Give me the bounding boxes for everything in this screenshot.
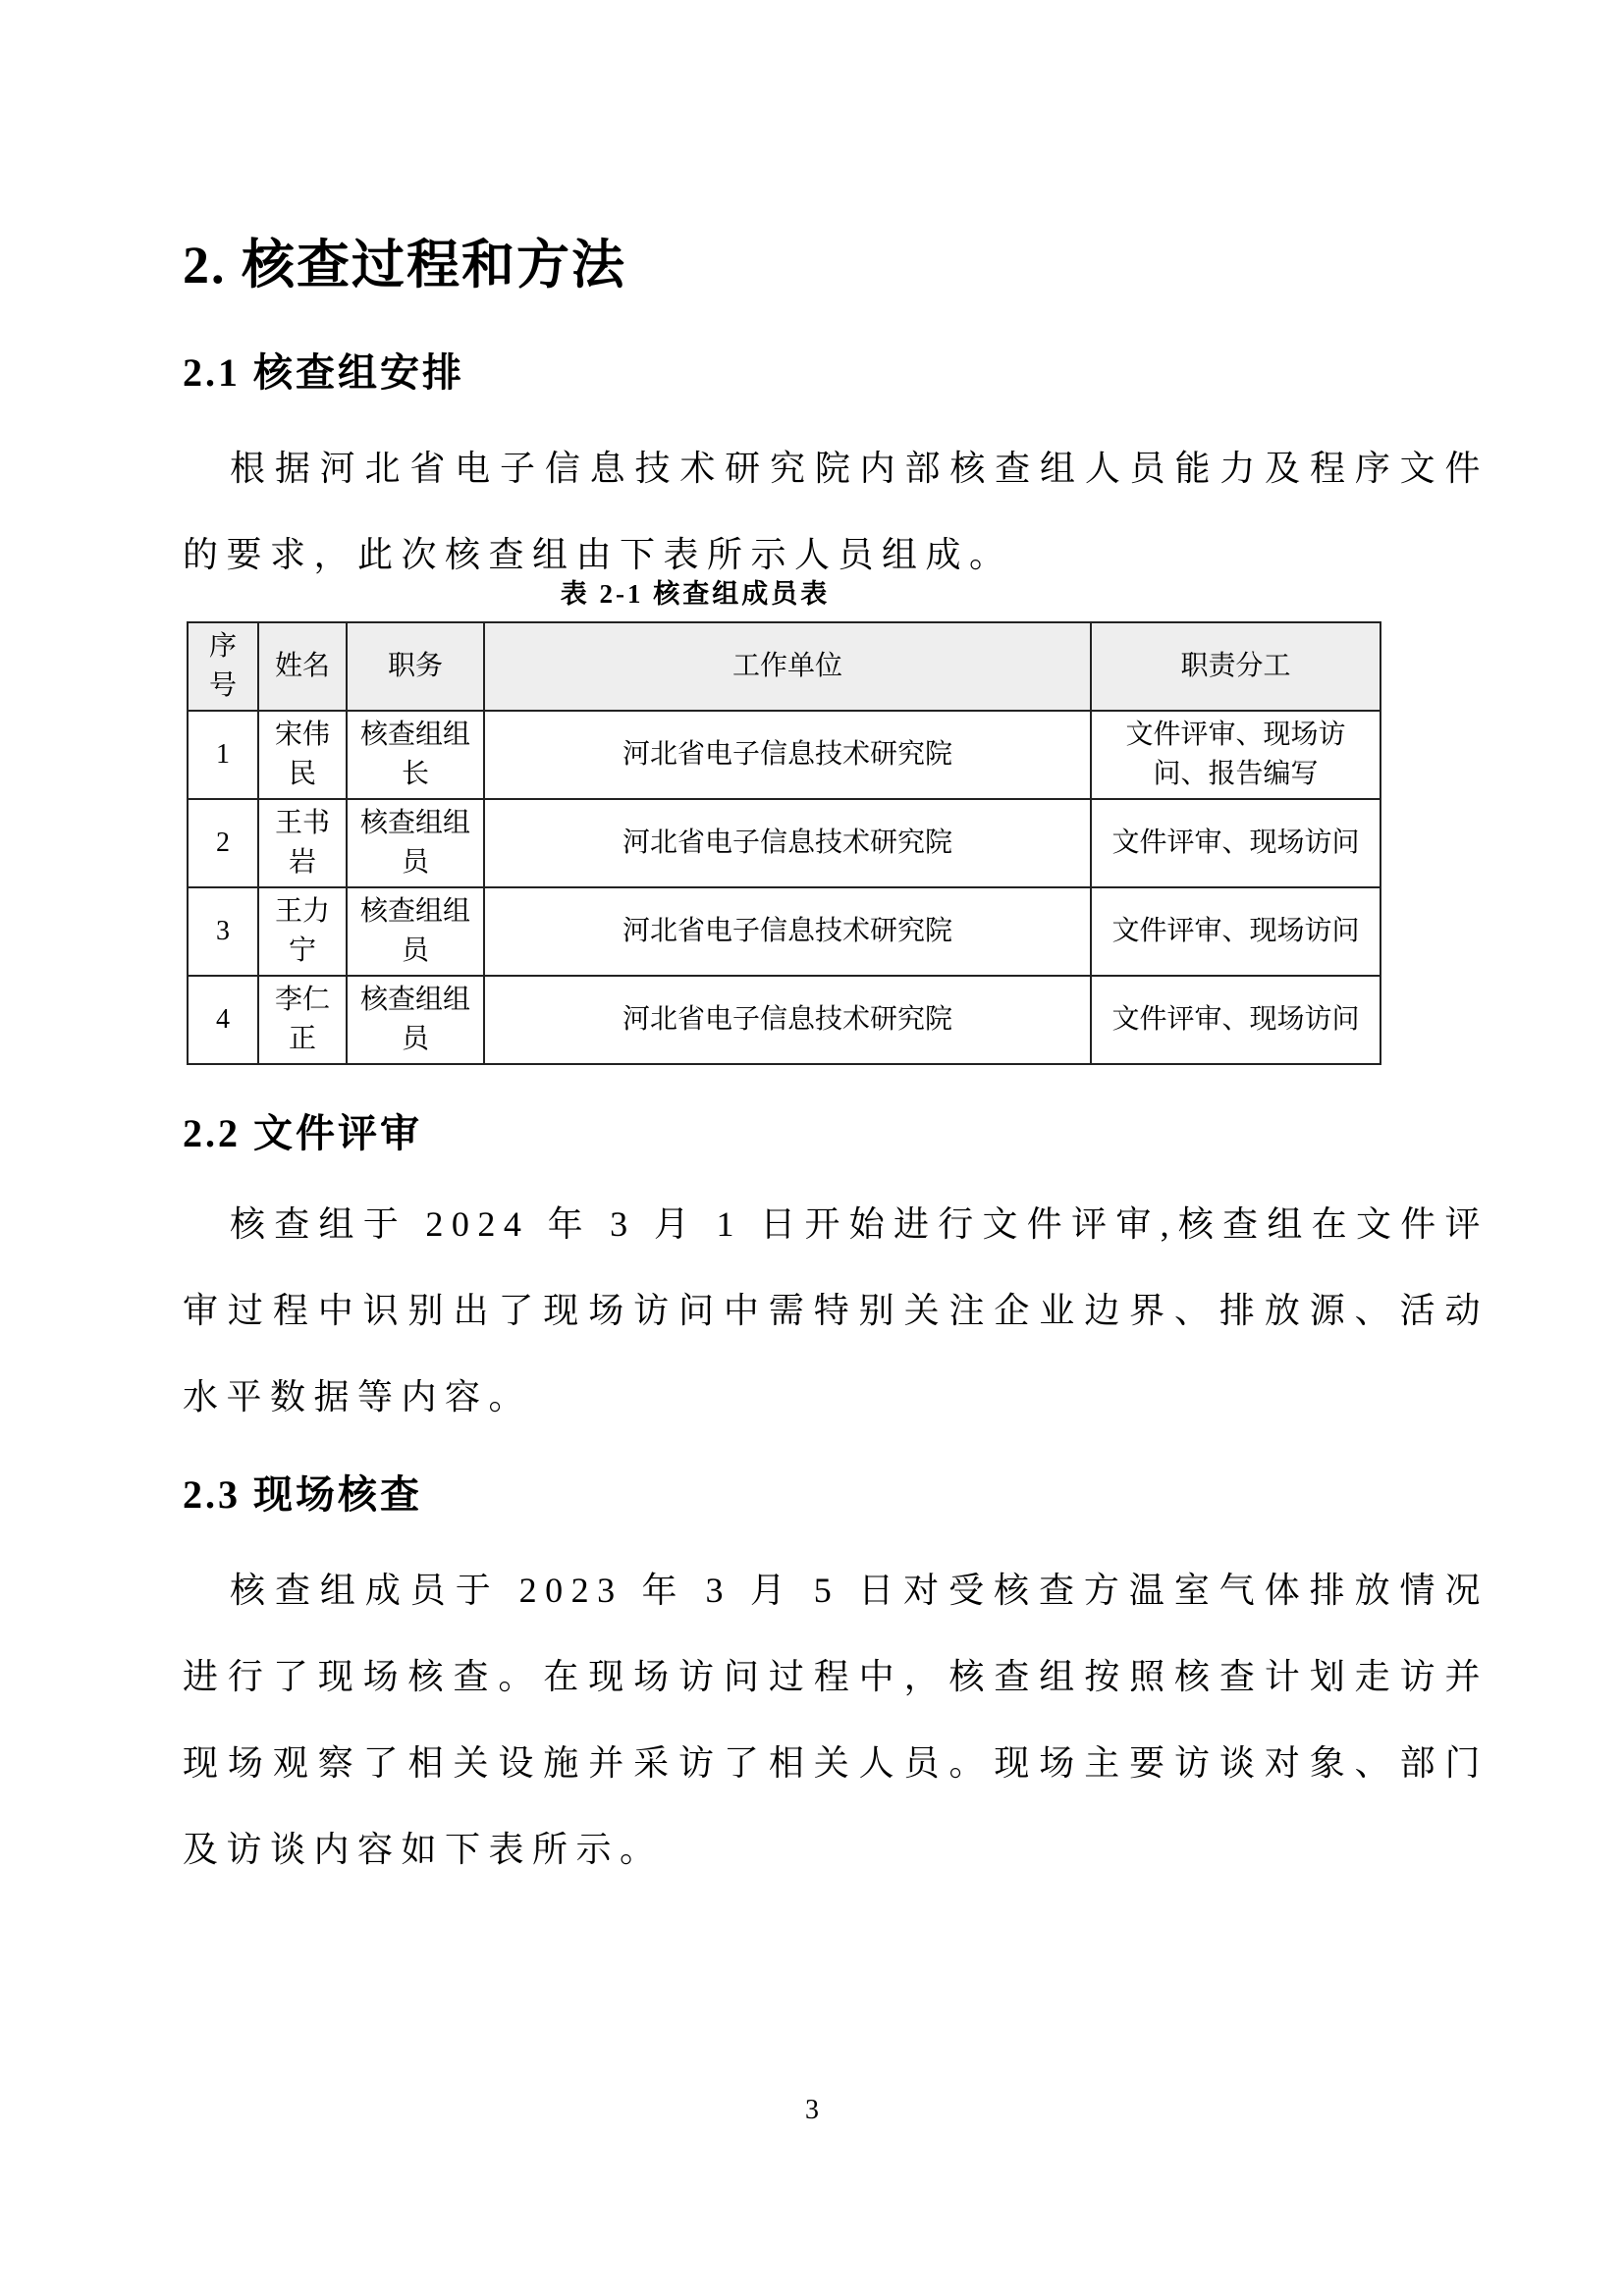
cell-duty: 文件评审、现场访问 <box>1091 887 1380 976</box>
section-paragraph-2-3: 核查组成员于 2023 年 3 月 5 日对受核查方温室气体排放情况进行了现场核查。在现场访问过程中，核查组按照核查计划走访并现场观察了相关设施并采访了相关人员。现场主要访谈对象、部门及访谈内容如下表所示。 <box>183 1571 1489 1869</box>
table-row <box>188 887 1380 976</box>
cell-organization: 河北省电子信息技术研究院 <box>484 976 1091 1064</box>
cell-name: 王力宁 <box>258 887 347 976</box>
section-paragraph-2-2: 核查组于 2024 年 3 月 1 日开始进行文件评审,核查组在文件评审过程中识别出了现场访问中需特别关注企业边界、排放源、活动水平数据等内容。 <box>183 1204 1489 1416</box>
cell-role: 核查组组员 <box>347 976 484 1064</box>
cell-index: 4 <box>188 976 258 1064</box>
section-heading-2-1: 2.1 核查组安排 <box>183 350 464 396</box>
table-row <box>188 799 1380 887</box>
header-cell-role: 职务 <box>347 622 484 711</box>
cell-role: 核查组组长 <box>347 711 484 799</box>
cell-index: 2 <box>188 799 258 887</box>
cell-role: 核查组组员 <box>347 799 484 887</box>
table-header-row <box>188 622 1380 711</box>
cell-index: 1 <box>188 711 258 799</box>
cell-name: 李仁正 <box>258 976 347 1064</box>
section-heading-2-3: 2.3 现场核查 <box>183 1472 422 1518</box>
section-heading-2-2: 2.2 文件评审 <box>183 1111 422 1156</box>
section-paragraph-2-1: 根据河北省电子信息技术研究院内部核查组人员能力及程序文件的要求，此次核查组由下表所示人员组成。 <box>183 449 1489 574</box>
page-title: 2. 核查过程和方法 <box>183 236 626 295</box>
cell-name: 王书岩 <box>258 799 347 887</box>
verification-team-table <box>187 621 1381 1065</box>
cell-duty: 文件评审、现场访问 <box>1091 976 1380 1064</box>
header-cell-name: 姓名 <box>258 622 347 711</box>
cell-role: 核查组组员 <box>347 887 484 976</box>
cell-organization: 河北省电子信息技术研究院 <box>484 887 1091 976</box>
header-cell-organization: 工作单位 <box>484 622 1091 711</box>
cell-duty: 文件评审、现场访问、报告编写 <box>1091 711 1380 799</box>
page-number: 3 <box>805 2095 819 2125</box>
table-row <box>188 711 1380 799</box>
table-caption: 表 2-1 核查组成员表 <box>560 579 831 609</box>
header-cell-duty: 职责分工 <box>1091 622 1380 711</box>
table-row <box>188 976 1380 1064</box>
cell-duty: 文件评审、现场访问 <box>1091 799 1380 887</box>
cell-index: 3 <box>188 887 258 976</box>
cell-name: 宋伟民 <box>258 711 347 799</box>
cell-organization: 河北省电子信息技术研究院 <box>484 711 1091 799</box>
cell-organization: 河北省电子信息技术研究院 <box>484 799 1091 887</box>
header-cell-index: 序号 <box>188 622 258 711</box>
